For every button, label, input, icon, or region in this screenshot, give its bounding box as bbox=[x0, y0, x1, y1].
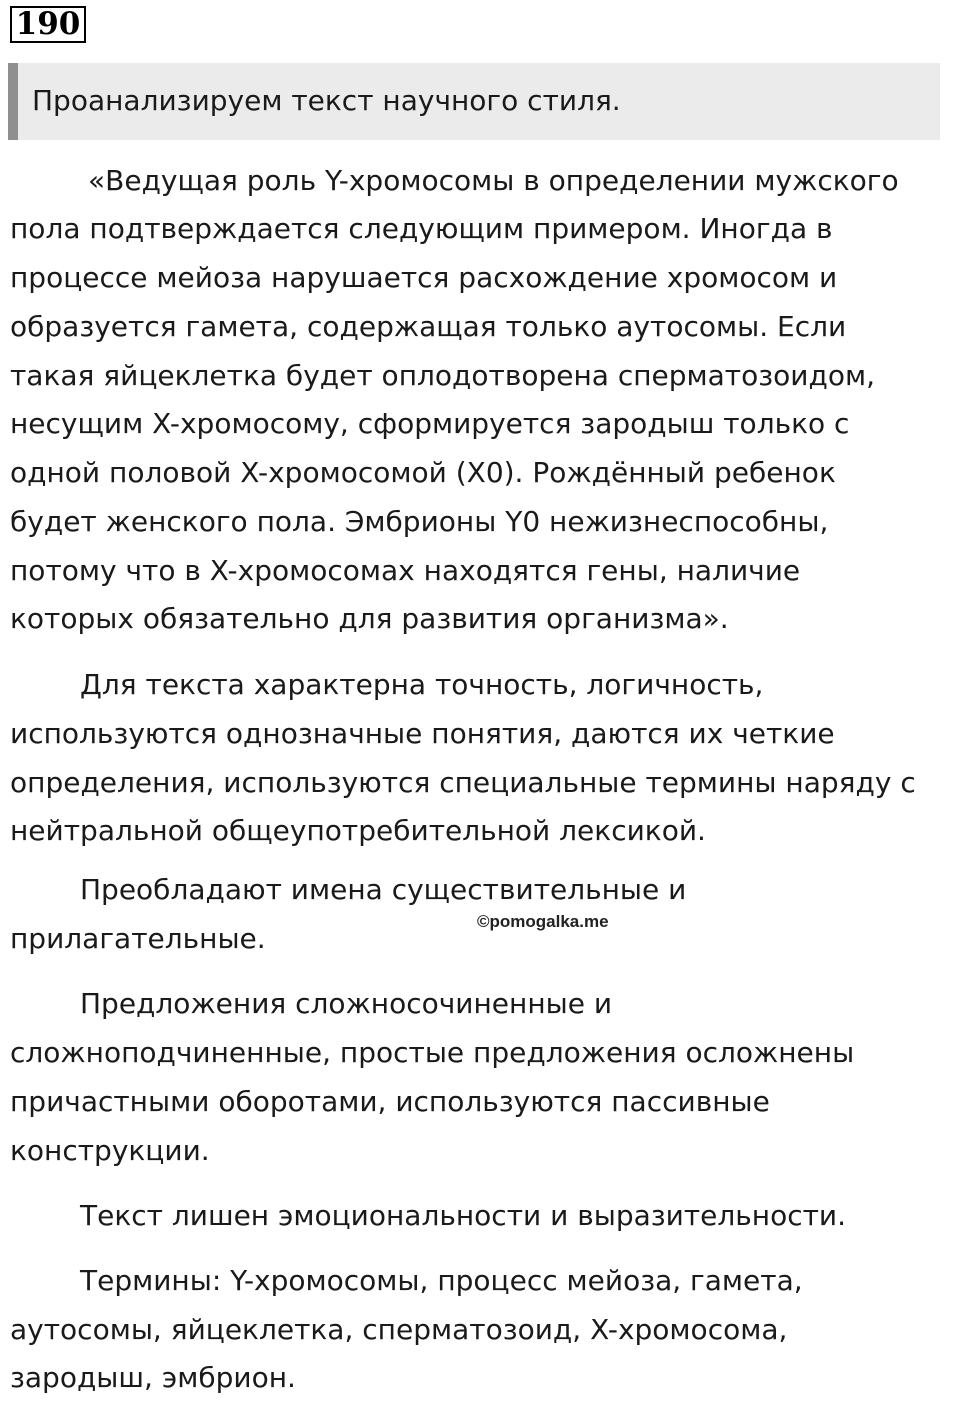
quote-line: пола подтверждается следующим примером. Иногда в bbox=[10, 212, 833, 245]
quote-line: которых обязательно для развития организма». bbox=[10, 602, 729, 635]
quote-line: одной половой X-хромосомой (X0). Рождённый ребенок bbox=[10, 456, 836, 489]
paragraph-line: Преобладают имена существительные и bbox=[80, 873, 687, 906]
quote-line: «Ведущая роль Y-хромосомы в определении мужского bbox=[88, 164, 899, 197]
quote-line: образуется гамета, содержащая только аутосомы. Если bbox=[10, 310, 847, 343]
quote-line: такая яйцеклетка будет оплодотворена сперматозоидом, bbox=[10, 359, 875, 392]
paragraph-line: аутосомы, яйцеклетка, сперматозоид, X-хромосома, bbox=[10, 1313, 788, 1346]
paragraph-line: Предложения сложносочиненные и bbox=[80, 987, 613, 1020]
paragraph-line: Для текста характерна точность, логичность, bbox=[80, 668, 764, 701]
paragraph-line: Текст лишен эмоциональности и выразительности. bbox=[80, 1199, 847, 1232]
quote-line: потому что в X-хромосомах находятся гены, наличие bbox=[10, 554, 801, 587]
paragraph-line: причастными оборотами, используются пассивные bbox=[10, 1085, 770, 1118]
paragraph-line: нейтральной общеупотребительной лексикой. bbox=[10, 814, 706, 847]
quote-line: будет женского пола. Эмбрионы Y0 нежизнеспособны, bbox=[10, 505, 829, 538]
watermark: ©pomogalka.me bbox=[477, 912, 609, 931]
task-number-box: 190 bbox=[10, 6, 86, 43]
quote-line: процессе мейоза нарушается расхождение хромосом и bbox=[10, 261, 838, 294]
paragraph-line: прилагательные. bbox=[10, 922, 266, 955]
paragraph-line: Термины: Y-хромосомы, процесс мейоза, гамета, bbox=[80, 1264, 803, 1297]
paragraph-line: сложноподчиненные, простые предложения осложнены bbox=[10, 1036, 855, 1069]
paragraph-line: зародыш, эмбрион. bbox=[10, 1361, 296, 1394]
paragraph-line: используются однозначные понятия, даются их четкие bbox=[10, 717, 835, 750]
paragraph-line: конструкции. bbox=[10, 1134, 210, 1167]
section-heading bbox=[8, 63, 940, 140]
paragraph-line: определения, используются специальные термины наряду с bbox=[10, 766, 916, 799]
heading-text: Проанализируем текст научного стиля. bbox=[32, 84, 621, 117]
quote-line: несущим X-хромосому, сформируется зародыш только с bbox=[10, 407, 850, 440]
